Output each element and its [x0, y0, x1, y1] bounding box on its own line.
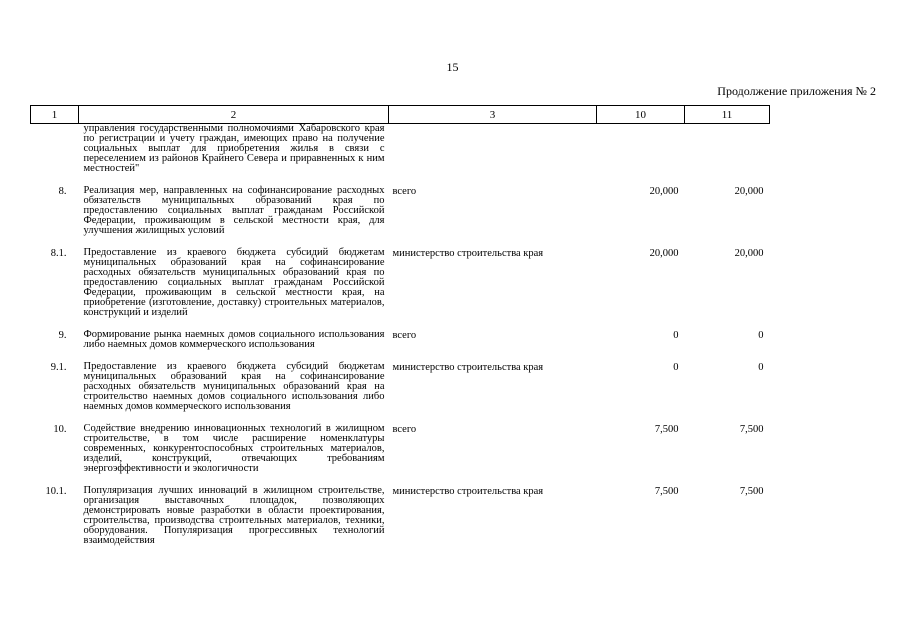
program-table	[30, 105, 770, 558]
column-header-2: 2	[79, 106, 389, 124]
column-header-11: 11	[685, 106, 770, 124]
row-value-col11: 20,000	[734, 248, 764, 259]
row-responsible: министерство строительства края	[392, 362, 544, 373]
continuation-text: управления государственными полномочиями Хабаровского края по регистрации и учету граждан, имеющих право на получение социальных выплат для приобретения жилья в связи с переселением из районов Крайнего Севера и приравненных к ним местностей"	[83, 123, 385, 174]
row-number: 8.1.	[50, 248, 67, 259]
column-header-1: 1	[31, 106, 79, 124]
row-number: 10.	[53, 424, 67, 435]
row-value-col10: 7,500	[654, 486, 679, 497]
row-value-col10: 20,000	[649, 248, 679, 259]
table-row	[31, 362, 770, 424]
table-row	[31, 486, 770, 558]
row-responsible: министерство строительства края	[392, 486, 544, 497]
table-row	[31, 186, 770, 248]
row-description: Содействие внедрению инновационных технологий в жилищном строительстве, в том числе расширение номенклатуры современных, конкурентоспособных строительных материалов, изделий, конструкций, отвечающих требованиям энергоэффективности и экологичности	[83, 423, 385, 474]
row-description: Популяризация лучших инноваций в жилищном строительстве, организация выставочных площадок, позволяющих демонстрировать новые разработки в области проектирования, строительства, производства строительных материалов, техники, оборудования. Популяризация прогрессивных технологий взаимодействия	[83, 485, 385, 546]
table-row	[31, 248, 770, 330]
row-number: 10.1.	[45, 486, 67, 497]
table-header-row	[31, 106, 770, 124]
appendix-continuation-note: Продолжение приложения № 2	[717, 84, 876, 98]
row-number: 9.1.	[50, 362, 67, 373]
column-header-3: 3	[389, 106, 597, 124]
row-responsible: министерство строительства края	[392, 248, 544, 259]
table-row	[31, 424, 770, 486]
page-number: 15	[446, 60, 459, 74]
row-description: Формирование рынка наемных домов социального использования либо наемных домов коммерческого использования	[83, 329, 385, 350]
row-responsible: всего	[392, 330, 417, 341]
row-responsible: всего	[392, 424, 417, 435]
row-value-col11: 7,500	[739, 486, 764, 497]
row-description: Предоставление из краевого бюджета субсидий бюджетам муниципальных образований края на софинансирование расходных обязательств муниципальных образований края по предоставлению социальных выплат гражданам Российской Федерации, проживающим в сельской местности края, на приобретение (изготовление, доставку) строительных материалов, конструкций и изделий	[83, 247, 385, 318]
row-number: 8.	[58, 186, 67, 197]
row-value-col11: 0	[758, 330, 764, 341]
column-header-10: 10	[597, 106, 685, 124]
row-description: Реализация мер, направленных на софинансирование расходных обязательств муниципальных образований края по предоставлению социальных выплат гражданам Российской Федерации, проживающим в сельской местности края, для улучшения жилищных условий	[83, 185, 385, 236]
row-value-col10: 0	[673, 330, 679, 341]
row-value-col10: 0	[673, 362, 679, 373]
row-value-col11: 7,500	[739, 424, 764, 435]
row-number: 9.	[58, 330, 67, 341]
continuation-row	[31, 124, 770, 187]
table-row	[31, 330, 770, 362]
row-responsible: всего	[392, 186, 417, 197]
row-value-col10: 20,000	[649, 186, 679, 197]
row-value-col11: 0	[758, 362, 764, 373]
row-description: Предоставление из краевого бюджета субсидий бюджетам муниципальных образований края на софинансирование расходных обязательств муниципальных образований края на строительство наемных домов социального использования либо наемных домов коммерческого использования	[83, 361, 385, 412]
row-value-col11: 20,000	[734, 186, 764, 197]
row-value-col10: 7,500	[654, 424, 679, 435]
